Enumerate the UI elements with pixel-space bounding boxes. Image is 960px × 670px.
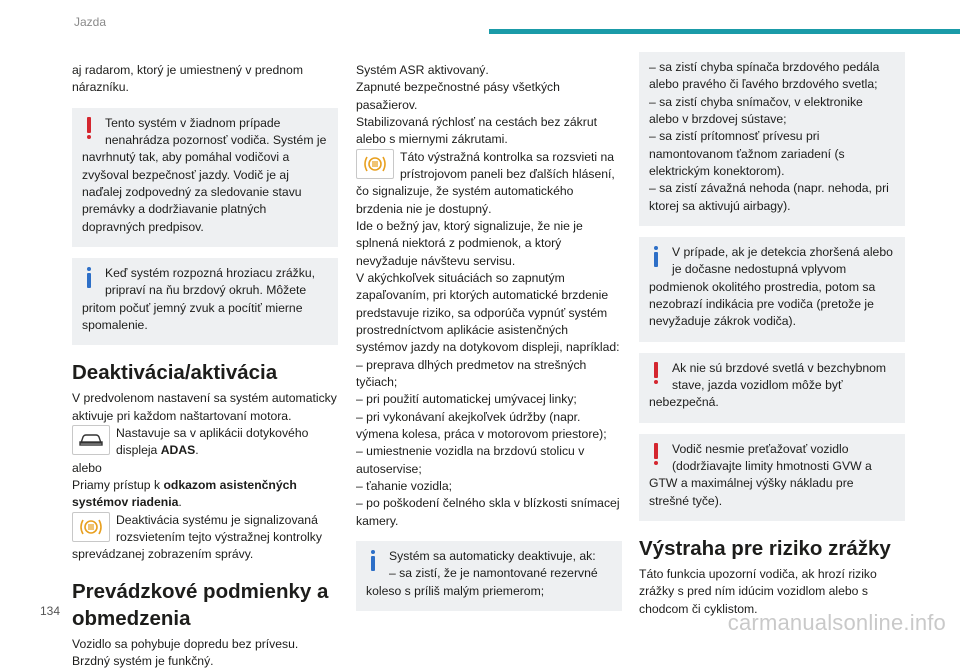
info-icon: [649, 246, 667, 274]
info-text-1: Keď systém rozpozná hroziacu zrážku, pripraví na ňu brzdový okruh. Môžete pritom počuť jemný zvuk a pocítiť mierne spomalenie.: [82, 265, 316, 332]
continuation-box: [639, 52, 905, 226]
adas-text-a: Nastavuje sa v aplikácii dotykového displeja: [116, 425, 309, 458]
cond-line-1: Vozidlo sa pohybuje dopredu bez prívesu.: [72, 636, 299, 651]
adas-icon-row: [72, 425, 338, 460]
alert-paragraph: Táto funkcia upozorní vodiča, ak hrozí riziko zrážky s pred ním idúcim vozidlom alebo s chodcom či cyklistom.: [639, 566, 877, 616]
page-header-title: Jazda: [74, 15, 107, 29]
deact-icon-text: Deaktivácia systému je signalizovaná rozsvietením tejto výstražnej kontrolky sprevádzanej zobrazením správy.: [72, 512, 322, 562]
column-2: [356, 62, 622, 611]
heading-conditions: Prevádzkové podmienky a obmedzenia: [72, 579, 329, 630]
deact-icon-row: [72, 512, 338, 564]
c2-line2-1: V akýchkoľvek situáciách so zapnutým zapaľovaním, pri ktorých automatické brzdenie predstavuje riziko, sa odporúča vypnúť systém prostredníctvom aplikácie asistenčných systémov jazdy na dotykovom displeji, napríklad:: [356, 270, 620, 355]
intro-text: aj radarom, ktorý je umiestnený v prednom nárazníku.: [72, 63, 303, 95]
warning-text-1: Tento systém v žiadnom prípade nenahrádza pozornosť vodiča. Systém je navrhnutý tak, aby pomáhal vodičovi a zvyšoval bezpečnosť jazdy. Vodič je aj naďalej zodpovedný za sledovanie stavu premávky a dodržiavanie platných dopravných predpisov.: [82, 115, 327, 234]
c2-info-1: – sa zistí, že je namontované rezervné koleso s príliš malým priemerom;: [366, 566, 598, 598]
warning-box-3: [639, 434, 905, 521]
warning-icon: [82, 117, 100, 145]
deact-paragraph: V predvolenom nastavení sa systém automaticky aktivuje pri každom naštartovaní motora.: [72, 391, 337, 423]
watermark: carmanualsonline.info: [727, 610, 946, 635]
brake-warning-icon: [72, 512, 110, 542]
direct-text-b: .: [178, 495, 182, 510]
c2-line-2: Stabilizovaná rýchlosť na cestách bez zákrut alebo s miernymi zákrutami.: [356, 114, 597, 147]
c2-line2-2: – preprava dlhých predmetov na strešných tyčiach;: [356, 357, 587, 389]
c3-box-2: – sa zistí prítomnosť prívesu pri namontovanom ťažnom zariadení (s elektrickým konektorom).: [649, 129, 845, 178]
column-3: [639, 52, 905, 618]
info-icon: [366, 550, 384, 578]
c2-icon-text: Táto výstražná kontrolka sa rozsvieti na prístrojovom paneli bez ďalších hlásení, čo signalizuje, že systém automatického brzdenia nie je dostupný.: [356, 149, 615, 216]
column-1: [72, 62, 338, 670]
heading-collision-alert: Výstraha pre riziko zrážky: [639, 536, 891, 560]
brake-warning-icon: [356, 149, 394, 179]
info-box-3: [639, 237, 905, 342]
info-box-1: [72, 258, 338, 345]
c2-line2-7: – po poškodení čelného skla v blízkosti snímacej kamery.: [356, 496, 620, 528]
warning-box-1: [72, 108, 338, 247]
c2-line2-5: – umiestnenie vozidla na brzdovú stolicu v autoservise;: [356, 444, 585, 476]
page-number: 134: [40, 604, 61, 618]
adas-text-bold: ADAS: [160, 443, 196, 458]
c3-warn-text-2: Vodič nesmie preťažovať vozidlo (dodržiavajte limity hmotnosti GVW a GTW a maximálnej výšky nákladu pre strešné tyče).: [649, 441, 872, 508]
warning-icon: [649, 443, 667, 471]
header-accent-bar: [489, 29, 960, 34]
c2-icon-row: [356, 149, 622, 218]
heading-deactivation: Deaktivácia/aktivácia: [72, 361, 278, 385]
direct-text-bold: odkazom asistenčných systémov riadenia: [72, 477, 297, 510]
cond-line-2: Brzdný systém je funkčný.: [72, 654, 214, 669]
c3-info-text: V prípade, ak je detekcia zhoršená alebo je dočasne nedostupná vplyvom podmienok okolitého prostredia, potom sa nezobrazí indikácia pre vodiča (pretože je nevyžaduje zákrok vodiča).: [649, 244, 893, 329]
c3-box-1: – sa zistí chyba snímačov, v elektronike alebo v brzdovej sústave;: [649, 94, 863, 126]
or-text: alebo: [72, 460, 102, 475]
c2-line2-6: – ťahanie vozidla;: [356, 478, 453, 493]
warning-icon: [649, 362, 667, 390]
c2-line-1: Zapnuté bezpečnostné pásy všetkých pasažierov.: [356, 80, 560, 112]
c3-warn-text-1: Ak nie sú brzdové svetlá v bezchybnom stave, jazda vozidlom môže byť nebezpečná.: [649, 360, 887, 410]
info-icon: [82, 267, 100, 295]
direct-text-a: Priamy prístup k: [72, 477, 164, 492]
c2-line2-0: Ide o bežný jav, ktorý signalizuje, že nie je splnená niektorá z podmienok, a ktorý nevyžaduje návštevu servisu.: [356, 218, 583, 268]
info-box-2: [356, 541, 622, 611]
c3-box-3: – sa zistí závažná nehoda (napr. nehoda, pri ktorej sa aktivujú airbagy).: [649, 181, 889, 213]
car-icon: [72, 425, 110, 455]
adas-text-b: .: [195, 443, 199, 458]
warning-box-2: [639, 353, 905, 423]
c2-info-0: Systém sa automaticky deaktivuje, ak:: [389, 548, 596, 563]
c2-line2-4: – pri vykonávaní akejkoľvek údržby (napr. výmena kolesa, práca v motorovom priestore);: [356, 409, 607, 441]
c2-line-0: Systém ASR aktivovaný.: [356, 63, 489, 77]
c2-line2-3: – pri použití automatickej umývacej linky;: [356, 392, 577, 407]
c3-box-0: – sa zistí chyba spínača brzdového pedála alebo pravého či ľavého brzdového svetla;: [649, 60, 880, 92]
